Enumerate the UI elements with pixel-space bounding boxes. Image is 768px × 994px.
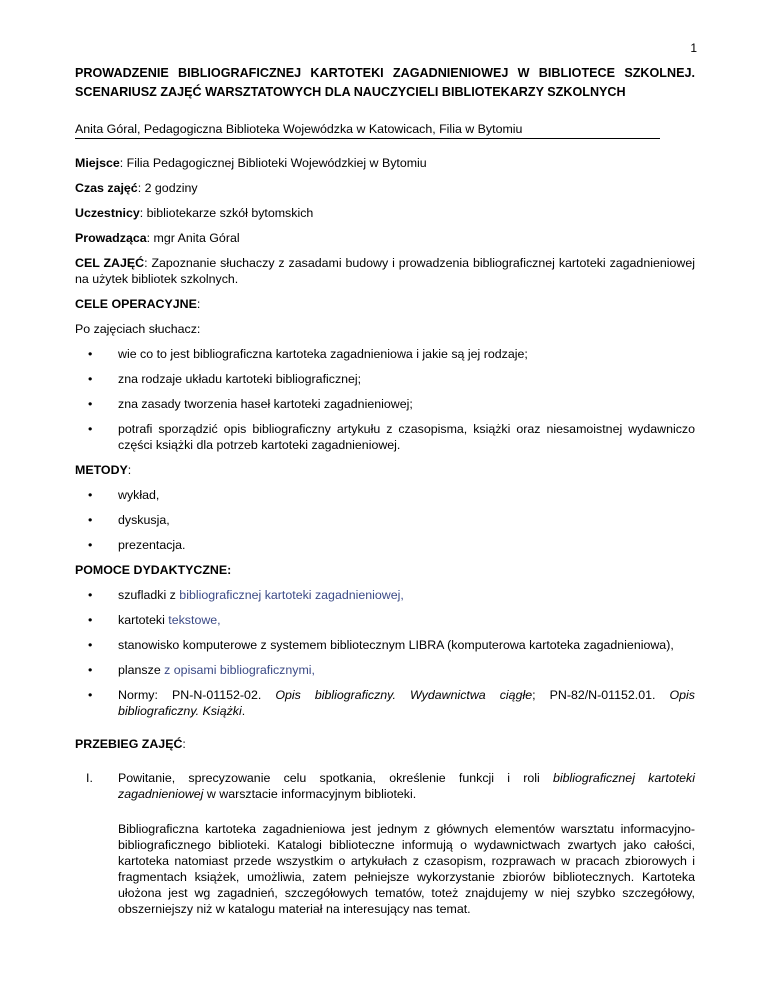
field-value: : bibliotekarze szkół bytomskich xyxy=(139,206,314,220)
field-miejsce xyxy=(75,155,695,171)
field-cel xyxy=(75,255,695,287)
field-label: Uczestnicy xyxy=(75,206,140,220)
przebieg-paragraph: Bibliograficzna kartoteka zagadnieniowa jest jednym z głównych elementów warsztatu informacyjno-bibliograficznego biblioteki. Katalogi biblioteczne informują o wydawnictwach zwartych jako całości, kartoteka natomiast przede wszystkim o artykułach z czasopism, rozprawach w pracach zbiorowych i fragmentach książek, umożliwia, zatem pełniejsze wykorzystanie zbiorów bibliotecznych. Kartoteka ułożona jest wg zagadnień, szczegółowych tematów, toteż znajdujemy w niej szybko szczegółowy, obszerniejszy niż w katalogu materiał na interesujący nas temat. xyxy=(118,822,695,916)
cele-intro: Po zajęciach słuchacz: xyxy=(75,322,201,336)
list-item: • stanowisko komputerowe z systemem bibliotecznym LIBRA (komputerowa kartoteka zagadnieniowa), xyxy=(88,638,674,652)
field-value: : Zapoznanie słuchaczy z zasadami budowy i prowadzenia bibliograficznej kartoteki zagadnieniowej na użytek bibliotek szkolnych. xyxy=(75,256,695,286)
pomoce-list xyxy=(75,587,695,719)
section-heading-pomoce: POMOCE DYDAKTYCZNE: xyxy=(75,563,232,577)
list-item: • Normy: PN-N-01152-02. Opis bibliograficzny. Wydawnictwa ciągłe; PN-82/N-01152.01. Opis bibliograficzny. Książki. xyxy=(88,688,695,718)
list-item: • wykład, xyxy=(88,488,160,502)
list-item: • szufladki z bibliograficznej kartoteki zagadnieniowej, xyxy=(88,588,404,602)
field-label: CEL ZAJĘĆ xyxy=(75,256,145,270)
metody-list xyxy=(75,487,695,553)
roman-numeral: I. xyxy=(86,771,93,785)
list-item: • kartoteki tekstowe, xyxy=(88,613,221,627)
field-prowadzaca xyxy=(75,230,695,246)
list-item: • dyskusja, xyxy=(88,513,170,527)
field-value: : Filia Pedagogicznej Biblioteki Wojewódzkiej w Bytomiu xyxy=(119,156,427,170)
author-line: Anita Góral, Pedagogiczna Biblioteka Wojewódzka w Katowicach, Filia w Bytomiu xyxy=(75,121,660,139)
przebieg-item-1: I. Powitanie, sprecyzowanie celu spotkania, określenie funkcji i roli bibliograficznej kartoteki zagadnieniowej w warsztacie informacyjnym biblioteki. xyxy=(86,771,695,801)
section-heading-metody: METODY: xyxy=(75,463,132,477)
field-value: : 2 godziny xyxy=(137,181,198,195)
page-number: 1 xyxy=(690,41,697,55)
field-czas xyxy=(75,180,695,196)
document-body xyxy=(75,64,695,917)
section-heading-cele: CELE OPERACYJNE: xyxy=(75,297,201,311)
field-label: Miejsce xyxy=(75,156,120,170)
list-item: • prezentacja. xyxy=(88,538,186,552)
list-item: • zna rodzaje układu kartoteki bibliograficznej; xyxy=(88,372,362,386)
field-uczestnicy xyxy=(75,205,695,221)
document-title: PROWADZENIE BIBLIOGRAFICZNEJ KARTOTEKI ZAGADNIENIOWEJ W BIBLIOTECE SZKOLNEJ. SCENARIUSZ ZAJĘĆ WARSZTATOWYCH DLA NAUCZYCIELI BIBLIOTEKARZY SZKOLNYCH xyxy=(75,66,695,99)
field-label: Prowadząca xyxy=(75,231,147,245)
list-item: • potrafi sporządzić opis bibliograficzny artykułu z czasopisma, książki oraz niesamoistnej wydawniczo części książki dla potrzeb kartoteki zagadnieniowej. xyxy=(88,422,695,452)
field-label: Czas zajęć xyxy=(75,181,138,195)
field-value: : mgr Anita Góral xyxy=(146,231,240,245)
list-item: • zna zasady tworzenia haseł kartoteki zagadnieniowej; xyxy=(88,397,413,411)
section-heading-przebieg: PRZEBIEG ZAJĘĆ: xyxy=(75,737,186,751)
list-item: • plansze z opisami bibliograficznymi, xyxy=(88,663,315,677)
list-item: • wie co to jest bibliograficzna kartoteka zagadnieniowa i jakie są jej rodzaje; xyxy=(88,347,528,361)
cele-list xyxy=(75,346,695,453)
